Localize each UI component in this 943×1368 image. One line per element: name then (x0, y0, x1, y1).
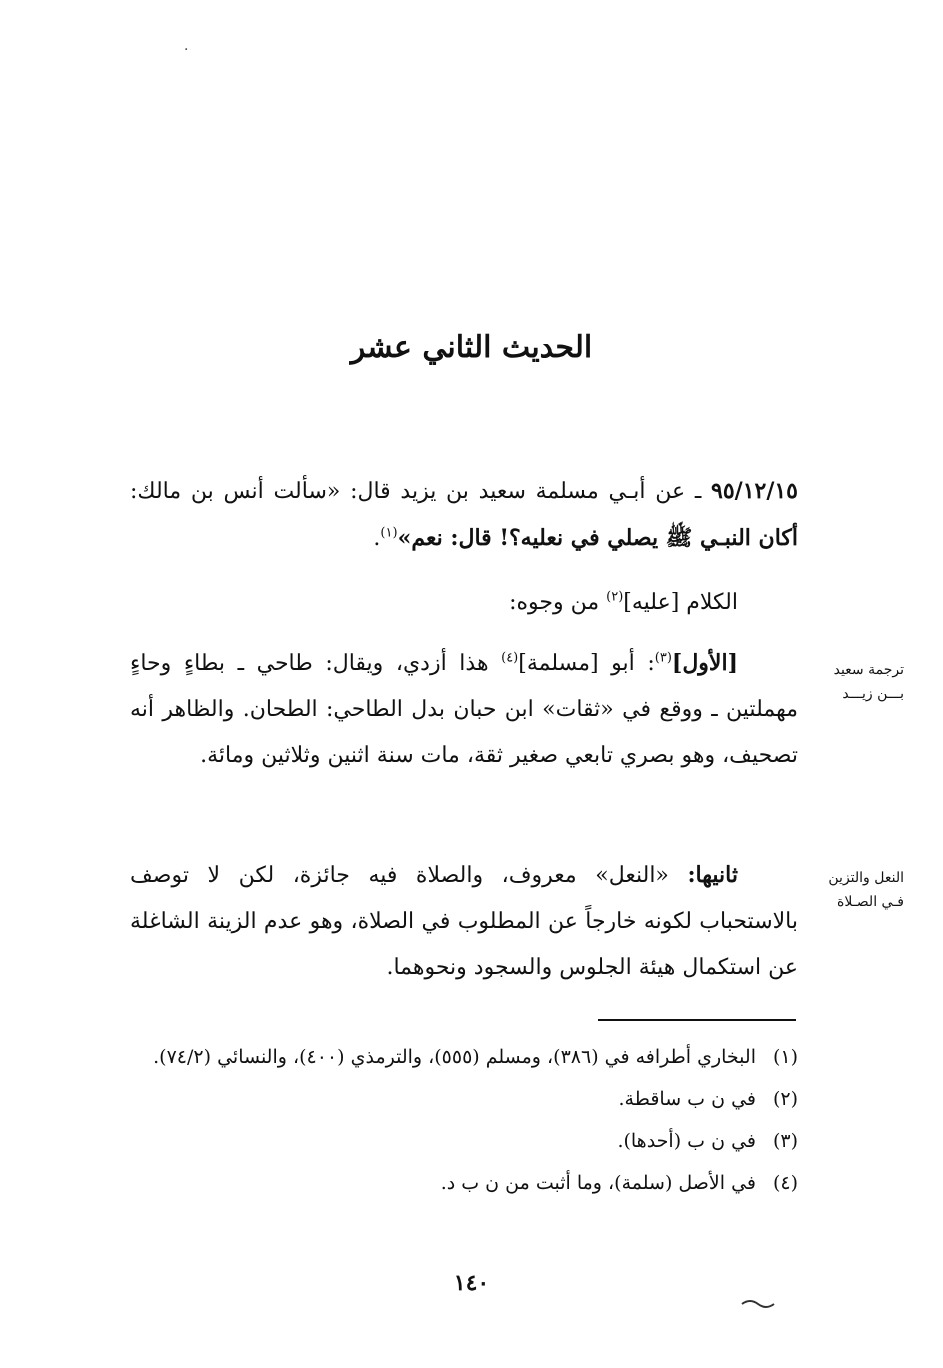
footnote-ref-3: (٣) (654, 650, 672, 666)
page-number: ١٤٠ (453, 1270, 490, 1296)
hadith-paragraph (130, 468, 798, 562)
intro-text-start: الكلام [عليه] (623, 590, 738, 615)
footnote-item: (١)البخاري أطرافه في (٣٨٦)، ومسلم (٥٥٥)، والترمذي (٤٠٠)، والنسائي (٧٤/٢). (153, 1046, 798, 1068)
first-point-lead: [الأول] (671, 650, 738, 676)
intro-paragraph (130, 580, 798, 626)
second-point-text: «النعل» معروف، والصلاة فيه جائزة، لكن لا توصف بالاستحباب لكونه خارجاً عن المطلوب في الصلاة، وهو عدم الزينة الشاغلة عن استكمال هيئة الجلوس والسجود ونحوهما. (130, 863, 798, 980)
footnote-item: (٣)في ن ب (أحدها). (617, 1130, 798, 1152)
first-point-paragraph (130, 640, 798, 779)
footnote-ref-1: (١) (380, 525, 398, 541)
footnote-item: (٢)في ن ب ساقطة. (618, 1088, 798, 1110)
first-point-text-b: هذا أزدي، ويقال: طاحي ـ بطاءٍ وحاءٍ مهملتين ـ ووقع في «ثقات» ابن حبان بدل الطاحي: الطحان. والظاهر أنه تصحيف، وهو بصري تابعي صغير ثقة، مات سنة اثنين وثلاثين ومائة. (130, 651, 798, 768)
footnote-separator (598, 1019, 796, 1021)
page-title: الحديث الثاني عشر (350, 330, 593, 365)
footnotes (130, 1036, 798, 1204)
footnote-ref-4: (٤) (501, 650, 519, 666)
hadith-number: ٩٥/١٢/١٥ (711, 478, 798, 504)
hadith-text-end: . (373, 526, 381, 551)
footnote-ref-2: (٢) (606, 589, 624, 605)
hadith-text-bold: أكان النبـي ﷺ يصلي في نعليه؟! قال: نعم» (397, 525, 798, 551)
margin-note-biography: ترجمة سعيد بـــن زيـــد (833, 662, 904, 702)
second-point-paragraph (130, 852, 798, 991)
margin-note-sandals: النعل والتزين فـي الصـلاة (828, 870, 904, 910)
first-point-text-a: : أبو [مسلمة] (518, 651, 655, 676)
scan-speck: · (184, 42, 189, 58)
second-point-lead: ثانيها: (687, 862, 738, 888)
intro-text-end: من وجوه: (509, 590, 607, 615)
scan-squiggle (740, 1296, 780, 1310)
hadith-text-start: ـ عن أبـي مسلمة سعيد بن يزيد قال: «سألت أنس بن مالك: (130, 479, 702, 504)
footnote-item: (٤)في الأصل (سلمة)، وما أثبت من ن ب د. (440, 1172, 798, 1194)
